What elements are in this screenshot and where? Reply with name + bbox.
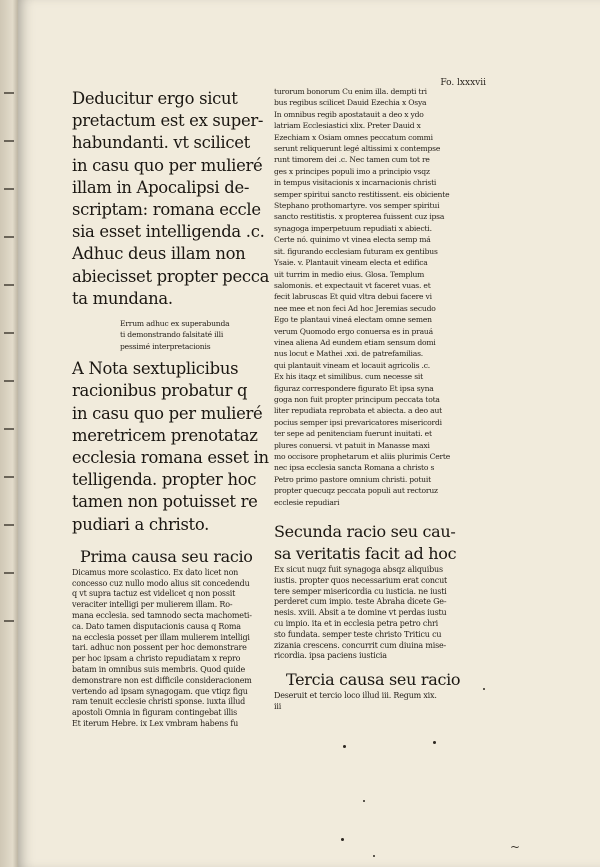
- previous-page-edge: [0, 0, 18, 867]
- text-line: salomonis. et expectauit vt faceret vuas. et: [274, 280, 431, 290]
- text-line: semper spiritui sancto restitissent. eis obiciente: [274, 189, 450, 199]
- text-line: uit turrim in medio eius. Glosa. Templum: [274, 269, 425, 279]
- text-line: perderet cum impio. teste Abraha dicete Ge-: [274, 597, 447, 607]
- text-line: na ecclesia posset per illam mulierem intelligi: [72, 632, 250, 642]
- text-line: ecclesia romana esset in: [72, 448, 269, 468]
- text-line: in casu quo per mulieré: [72, 155, 263, 175]
- text-line: meretricem prenotataz: [72, 425, 258, 445]
- text-line: sit. figurando ecclesiam futuram ex gentibus: [274, 246, 438, 256]
- text-line: ecclesie repudiari: [274, 497, 340, 507]
- text-line: Deseruit et tercio loco illud iii. Regum xix.: [274, 691, 437, 701]
- heading-line: Secunda racio seu cau-: [274, 522, 456, 542]
- text-line: runt timorem dei .c. Nec tamen cum tot re: [274, 155, 430, 165]
- text-line: per hoc ipsam a christo repudiatam x repro: [72, 654, 241, 664]
- text-line: nesis. xviii. Absit a te domine vt perdas iustu: [274, 608, 447, 618]
- text-line: pudiari a christo.: [72, 514, 210, 534]
- text-line: ges x principes populi imo a principio vsqz: [274, 166, 430, 176]
- text-line: Ex sicut nuqz fuit synagoga absqz aliquibus: [274, 565, 443, 575]
- text-line: ricordia. ipsa paciens iusticia: [274, 651, 387, 661]
- right-text-2: [274, 565, 484, 662]
- text-line: zizania crescens. concurrit cum diuina mise-: [274, 640, 447, 650]
- left-note-1: [120, 318, 282, 352]
- text-line: scriptam: romana eccle: [72, 200, 261, 220]
- text-line: nus locut e Mathei .xxi. de patrefamilias.: [274, 349, 424, 359]
- text-line: ca. Dato tamen disputacionis causa q Roma: [72, 621, 241, 631]
- heading-secunda-causa: [274, 521, 484, 565]
- left-column: [72, 88, 282, 730]
- text-line: Ysaie. v. Plantauit vineam electa et edifica: [274, 258, 428, 268]
- text-line: habundanti. vt scilicet: [72, 133, 250, 153]
- text-line: Ex his itaqz et similibus. cum necesse sit: [274, 372, 423, 382]
- left-text-1: [72, 568, 282, 730]
- text-line: synagoga imperpetuum repudiati x abiecti.: [274, 223, 432, 233]
- text-line: bus regibus scilicet Dauid Ezechia x Osya: [274, 98, 427, 108]
- text-line: liter repudiata reprobata et abiecta. a deo aut: [274, 406, 442, 416]
- text-line: turorum bonorum Cu enim illa. dempti tri: [274, 87, 427, 96]
- text-line: plures conuersi. vt patuit in Manasse maxi: [274, 440, 430, 450]
- text-line: ta mundana.: [72, 288, 173, 308]
- text-line: figuraz correspondere figurato Et ipsa syna: [274, 383, 434, 393]
- text-line: In omnibus regib apostatauit a deo x ydo: [274, 109, 424, 119]
- text-line: sancto restitistis. x propterea fuissent cuz ipsa: [274, 212, 445, 222]
- left-block-1: [72, 88, 282, 310]
- text-line: vinea aliena Ad eundem etiam sensum domi: [274, 337, 436, 347]
- heading-tercia-causa: Tercia causa seu racio: [286, 670, 461, 690]
- folio-number: Fo. lxxxvii: [440, 78, 486, 88]
- text-line: ter sepe ad penitenciam fuerunt inuitati. et: [274, 429, 432, 439]
- text-line: iii: [274, 702, 282, 711]
- text-line: Deducitur ergo sicut: [72, 89, 238, 108]
- text-line: Stephano prothomartyre. vos semper spiritui: [274, 201, 440, 211]
- text-line: vertendo ad ipsam synagogam. que vtiqz figu: [72, 686, 248, 696]
- text-line: nee mee et non feci Ad hoc Jeremias secudo: [274, 303, 436, 313]
- text-line: latriam Ecclesiastici xlix. Preter Dauid x: [274, 121, 421, 131]
- text-line: Adhuc deus illam non: [72, 244, 246, 264]
- text-line: tamen non potuisset re: [72, 492, 258, 512]
- right-column: [274, 86, 484, 713]
- book-page: [18, 0, 600, 867]
- text-line: illam in Apocalipsi de-: [72, 177, 250, 197]
- text-line: pretactum est ex super-: [72, 111, 264, 131]
- text-line: Ezechiam x Osiam omnes peccatum commi: [274, 132, 433, 142]
- right-text-3: [274, 691, 484, 713]
- text-line: fecit labruscas Et quid vltra debui facere vi: [274, 292, 432, 302]
- text-line: sto fundata. semper teste christo Triticu cu: [274, 629, 442, 639]
- text-line: iustis. propter quos necessarium erat concut: [274, 575, 448, 585]
- note-line: Errum adhuc ex superabunda: [120, 319, 230, 329]
- text-line: racionibus probatur q: [72, 381, 248, 401]
- heading-line: sa veritatis facit ad hoc: [274, 544, 457, 564]
- heading-prima-causa: Prima causa seu racio: [80, 546, 253, 566]
- text-line: apostoli Omnia in figuram contingebat illis: [72, 708, 238, 718]
- text-line: mo occisore prophetarum et aliis plurimis Certe: [274, 452, 451, 461]
- text-line: tari. adhuc non possent per hoc demonstrare: [72, 643, 247, 653]
- text-line: veraciter intelligi per mulierem illam. Ro-: [72, 600, 233, 610]
- right-text-top: [274, 86, 484, 508]
- text-line: propter quecuqz peccata populi aut rectoruz: [274, 486, 438, 496]
- text-line: A Nota sextuplicibus: [72, 359, 239, 379]
- note-line: ti demonstrando falsitaté illi: [120, 330, 224, 340]
- text-line: q vt supra tactuz est videlicet q non possit: [72, 589, 236, 599]
- text-line: verum Quomodo ergo conuersa es in prauá: [274, 326, 433, 336]
- text-line: abiecisset propter pecca: [72, 266, 270, 286]
- text-line: Ego te plantaui vineá electam omne semen: [274, 315, 432, 325]
- text-line: concesso cuz nullo modo alius sit concedendu: [72, 578, 250, 588]
- text-line: sia esset intelligenda .c.: [72, 222, 265, 242]
- text-line: mana ecclesia. sed tamnodo secta machometi-: [72, 611, 252, 621]
- text-line: goga non fuit propter principum peccata tota: [274, 394, 440, 404]
- text-line: serunt reliquerunt legé altissimi x contempse: [274, 144, 441, 154]
- text-line: cu impio. ita et in ecclesia petra petro chri: [274, 619, 439, 629]
- corner-mark: ~: [510, 840, 521, 854]
- text-line: demonstrare non est difficile consideracionem: [72, 675, 252, 685]
- text-line: nec ipsa ecclesia sancta Romana a christo s: [274, 463, 435, 473]
- left-block-2: [72, 358, 282, 536]
- text-line: telligenda. propter hoc: [72, 470, 257, 490]
- text-line: in casu quo per mulieré: [72, 403, 263, 423]
- text-line: ram tenuit ecclesie christi sponse. iuxta illud: [72, 697, 246, 707]
- note-line: pessimé interpretacionis: [120, 341, 211, 351]
- text-line: tere semper misericordia cu iusticia. ne iusti: [274, 586, 447, 596]
- text-line: Petro primo pastore omnium christi. potuit: [274, 474, 431, 484]
- text-line: qui plantauit vineam et locauit agricolis .c.: [274, 360, 430, 370]
- text-line: pocius semper ipsi prevaricatores misericordi: [274, 417, 442, 427]
- text-line: in tempus visitacionis x incarnacionis christi: [274, 178, 437, 188]
- text-line: Et iterum Hebre. ix Lex vmbram habens fu: [72, 719, 239, 729]
- text-line: batam in omnibus suis membris. Quod quide: [72, 665, 246, 675]
- text-line: Certe nó. quinimo vt vinea electa semp má: [274, 235, 431, 245]
- text-line: Dicamus more scolastico. Ex dato licet non: [72, 567, 239, 577]
